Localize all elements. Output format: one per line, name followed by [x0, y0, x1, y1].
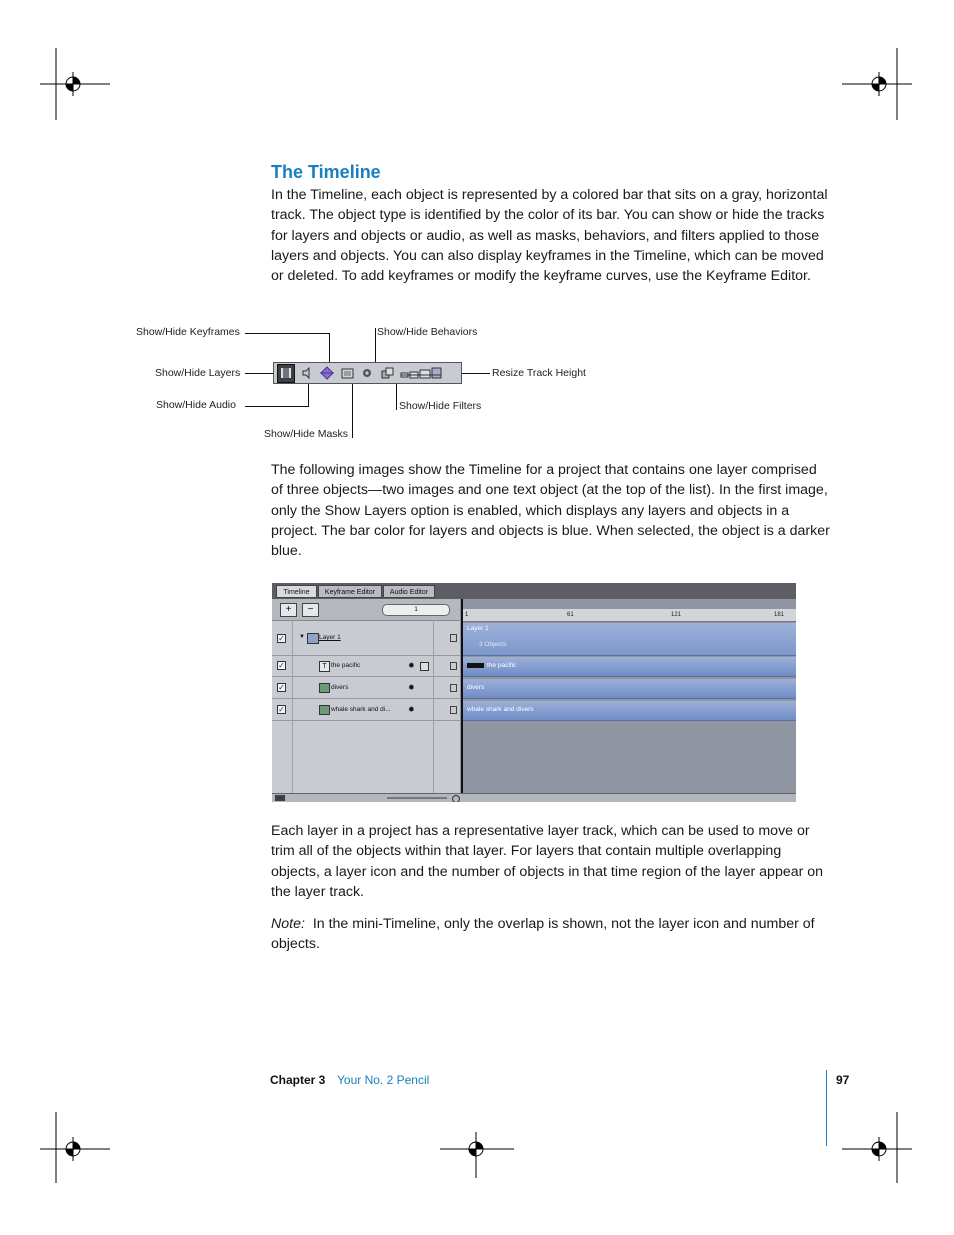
object-row[interactable]	[272, 678, 460, 699]
ruler-mark: 61	[567, 612, 574, 618]
resize-icon[interactable]	[399, 365, 443, 382]
leader-layers	[245, 373, 273, 374]
lock-icon[interactable]	[450, 662, 457, 670]
objects-count-label: 3 Objects	[479, 641, 507, 648]
callout-resize: Resize Track Height	[492, 367, 586, 379]
column-divider	[292, 620, 293, 793]
layers-list-header	[272, 599, 460, 621]
leader-masks-v	[352, 383, 353, 438]
object-track[interactable]	[463, 701, 796, 721]
layer-row[interactable]	[272, 621, 460, 656]
tab-keyframe-editor[interactable]: Keyframe Editor	[318, 585, 382, 598]
text-object-icon: T	[319, 661, 330, 672]
object-enable-checkbox[interactable]: ✓	[278, 661, 285, 670]
footer-chapter: Chapter 3	[270, 1073, 326, 1087]
tab-timeline[interactable]: Timeline	[276, 585, 317, 598]
track-label: the pacific	[487, 662, 517, 669]
layer-track-label: Layer 1	[467, 625, 489, 632]
footer-chapter-title: Your No. 2 Pencil	[337, 1073, 430, 1087]
ruler-mark: 121	[671, 612, 682, 618]
current-frame-field[interactable]: 1	[382, 604, 450, 616]
timeline-bottom-toolbar	[272, 793, 796, 802]
leader-keyframes-h	[245, 333, 330, 334]
disclosure-triangle-icon[interactable]: ▼	[299, 634, 305, 640]
object-track[interactable]	[463, 679, 796, 699]
intro-paragraph: In the Timeline, each object is represented by a colored bar that sits on a gray, horizontal track. The object type is identified by the color of its bar. You can show or hide the tracks for layers and objects or audio, as well as masks, behaviors, and filters applied to those layers and objects. You can also display keyframes in the Timeline, which can be moved or deleted. To add keyframes or modify the keyframe curves, use the Keyframe Editor.	[271, 187, 828, 285]
mask-icon[interactable]	[339, 365, 355, 382]
remove-button[interactable]: −	[302, 603, 319, 617]
leader-resize	[462, 373, 490, 374]
track-label: whale shark and divers	[467, 706, 534, 713]
callout-layers: Show/Hide Layers	[155, 367, 241, 379]
layer-name: Layer 1	[319, 634, 341, 641]
object-name: divers	[331, 684, 349, 691]
layer-enable-checkbox[interactable]: ✓	[278, 634, 285, 643]
layers-paragraph: The following images show the Timeline for a project that contains one layer comprised of three objects—two images and one text object (at the top of the list). In the first image, only the Show Layers option is enabled, which displays any layers and objects in a project. The bar color for layers and objects is blue. When selected, the object is a darker blue.	[271, 462, 830, 560]
tab-audio-editor[interactable]: Audio Editor	[383, 585, 435, 598]
film-icon[interactable]	[277, 364, 295, 383]
callout-keyframes: Show/Hide Keyframes	[136, 326, 240, 338]
note-label: Note:	[271, 916, 305, 932]
callout-masks: Show/Hide Masks	[264, 428, 349, 440]
film-icon[interactable]	[275, 795, 285, 801]
image-object-icon	[319, 683, 330, 693]
image-object-icon	[319, 705, 330, 715]
speaker-icon[interactable]	[299, 365, 315, 382]
object-row[interactable]	[272, 656, 460, 677]
zoom-slider[interactable]	[387, 797, 447, 799]
object-enable-checkbox[interactable]: ✓	[278, 705, 285, 714]
behavior-gear-icon: ✹	[408, 661, 415, 670]
callout-behaviors: Show/Hide Behaviors	[377, 326, 478, 338]
time-ruler[interactable]	[463, 609, 796, 622]
ruler-mark: 181	[774, 612, 785, 618]
callout-filters: Show/Hide Filters	[399, 400, 482, 412]
timeline-tab-bar	[272, 583, 796, 599]
object-name: the pacific	[331, 662, 361, 669]
note-paragraph	[271, 914, 831, 955]
ruler-mark: 1	[465, 612, 469, 618]
track-label: divers	[467, 684, 485, 691]
text-bar-icon	[467, 663, 484, 668]
behavior-gear-icon: ✹	[408, 683, 415, 692]
behavior-gear-icon: ✹	[408, 705, 415, 714]
timeline-screenshot	[272, 583, 796, 802]
track-area	[461, 599, 796, 793]
leader-audio-h	[245, 406, 309, 407]
lock-icon[interactable]	[450, 634, 457, 642]
object-name: whale shark and di...	[331, 706, 391, 713]
layer-track[interactable]	[463, 623, 796, 656]
object-enable-checkbox[interactable]: ✓	[278, 683, 285, 692]
note-text: In the mini-Timeline, only the overlap is shown, not the layer icon and number of objects.	[271, 916, 815, 953]
object-track[interactable]	[463, 657, 796, 677]
footer-divider	[826, 1070, 827, 1146]
leader-filters-v	[396, 383, 397, 410]
column-divider	[433, 620, 434, 793]
keyframe-icon[interactable]	[319, 365, 335, 382]
callout-audio: Show/Hide Audio	[156, 399, 236, 411]
add-button[interactable]: +	[280, 603, 297, 617]
zoom-icon[interactable]	[452, 795, 460, 802]
page-number: 97	[836, 1073, 850, 1087]
section-title: The Timeline	[271, 162, 381, 182]
leader-behaviors-v	[375, 328, 376, 363]
filter-icon	[420, 662, 429, 671]
lock-icon[interactable]	[450, 684, 457, 692]
leader-keyframes-v	[329, 333, 330, 363]
lock-icon[interactable]	[450, 706, 457, 714]
object-row[interactable]	[272, 700, 460, 721]
layer-icon	[307, 633, 319, 644]
leader-audio-v	[308, 383, 309, 407]
gear-icon[interactable]	[359, 365, 375, 382]
filter-icon[interactable]	[379, 365, 395, 382]
timeline-toolbar	[273, 362, 462, 384]
layer-track-paragraph: Each layer in a project has a representative layer track, which can be used to move or trim all of the objects within that layer. For layers that contain multiple overlapping objects, a layer icon and the number of objects in that time region of the layer appear on the layer track.	[271, 823, 824, 900]
